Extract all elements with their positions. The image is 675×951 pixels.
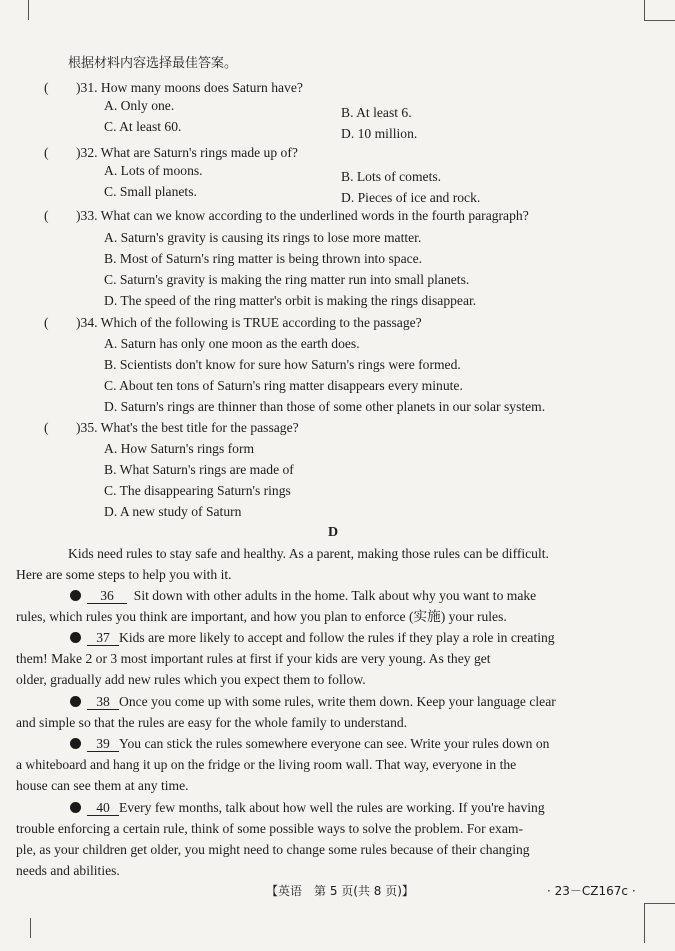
option: D. The speed of the ring matter's orbit is making the rings disappear.	[104, 293, 477, 308]
paragraph-line: a whiteboard and hang it up on the fridge or the living room wall. That way, everyone in the	[16, 757, 517, 772]
question-stem: )34. Which of the following is TRUE according to the passage?	[76, 315, 422, 330]
paragraph-first-line	[70, 693, 556, 710]
bullet-icon	[70, 590, 81, 601]
crop-mark	[644, 0, 645, 20]
crop-mark	[28, 0, 29, 20]
bullet-icon	[70, 738, 81, 749]
crop-mark	[644, 903, 645, 943]
answer-paren: (	[44, 420, 49, 435]
option: A. Saturn's gravity is causing its rings to lose more matter.	[104, 230, 422, 245]
paragraph-line: house can see them at any time.	[16, 778, 189, 793]
paragraph-first-line	[70, 735, 549, 752]
page-code: · 23－CZ167c ·	[547, 884, 636, 898]
question-stem: )33. What can we know according to the underlined words in the fourth paragraph?	[76, 208, 529, 223]
paragraph-text: You can stick the rules somewhere everyone can see. Write your rules down on	[119, 736, 550, 751]
paragraph-line: trouble enforcing a certain rule, think of some possible ways to solve the problem. For exam-	[16, 821, 523, 836]
paragraph-text: Every few months, talk about how well the rules are working. If you're having	[119, 800, 545, 815]
paragraph-line: needs and abilities.	[16, 863, 120, 878]
answer-paren: (	[44, 315, 49, 330]
paragraph-line: rules, which rules you think are important, and how you plan to enforce (实施) your rules.	[16, 609, 507, 624]
question-stem: )31. How many moons does Saturn have?	[76, 80, 303, 95]
paragraph-line: them! Make 2 or 3 most important rules at first if your kids are very young. As they get	[16, 651, 491, 666]
option: B. At least 6.	[341, 105, 412, 120]
paragraph-line: older, gradually add new rules which you expect them to follow.	[16, 672, 366, 687]
bullet-icon	[70, 696, 81, 707]
intro-line: Here are some steps to help you with it.	[16, 567, 232, 582]
option: D. Pieces of ice and rock.	[341, 190, 481, 205]
answer-blank[interactable]: 40	[87, 800, 119, 816]
answer-paren: (	[44, 145, 49, 160]
page-footer: 【英语 第 5 页(共 8 页)】	[266, 884, 414, 898]
answer-blank[interactable]: 36	[87, 588, 127, 604]
option: A. Saturn has only one moon as the earth does.	[104, 336, 360, 351]
answer-paren: (	[44, 80, 49, 95]
intro-line: Kids need rules to stay safe and healthy. As a parent, making those rules can be difficult.	[68, 546, 549, 561]
paragraph-first-line	[70, 799, 545, 816]
paragraph-text: Kids are more likely to accept and follow the rules if they play a role in creating	[119, 630, 555, 645]
instruction-text: 根据材料内容选择最佳答案。	[68, 56, 238, 71]
question-stem: )32. What are Saturn's rings made up of?	[76, 145, 298, 160]
option: D. A new study of Saturn	[104, 504, 242, 519]
option: C. At least 60.	[104, 119, 182, 134]
section-title: D	[328, 525, 339, 540]
option: C. About ten tons of Saturn's ring matter disappears every minute.	[104, 378, 463, 393]
paragraph-text: Once you come up with some rules, write them down. Keep your language clear	[119, 694, 556, 709]
question-stem: )35. What's the best title for the passage?	[76, 420, 299, 435]
paragraph-first-line	[70, 629, 555, 646]
answer-blank[interactable]: 37	[87, 630, 119, 646]
paragraph-first-line	[70, 587, 536, 604]
option: C. Saturn's gravity is making the ring matter run into small planets.	[104, 272, 470, 287]
option: D. Saturn's rings are thinner than those of some other planets in our solar system.	[104, 399, 546, 414]
option: D. 10 million.	[341, 126, 418, 141]
paragraph-line: ple, as your children get older, you might need to change some rules because of their changing	[16, 842, 530, 857]
bullet-icon	[70, 632, 81, 643]
option: B. Scientists don't know for sure how Saturn's rings were formed.	[104, 357, 461, 372]
answer-blank[interactable]: 39	[87, 736, 119, 752]
option: A. Only one.	[104, 98, 175, 113]
option: B. What Saturn's rings are made of	[104, 462, 294, 477]
option: B. Most of Saturn's ring matter is being thrown into space.	[104, 251, 423, 266]
paragraph-line: and simple so that the rules are easy for the whole family to understand.	[16, 715, 408, 730]
answer-blank[interactable]: 38	[87, 694, 119, 710]
crop-mark	[644, 903, 675, 904]
bullet-icon	[70, 802, 81, 813]
option: A. Lots of moons.	[104, 163, 203, 178]
crop-mark	[644, 20, 675, 21]
option: B. Lots of comets.	[341, 169, 442, 184]
answer-paren: (	[44, 208, 49, 223]
option: C. The disappearing Saturn's rings	[104, 483, 291, 498]
paragraph-text: Sit down with other adults in the home. Talk about why you want to make	[133, 588, 537, 603]
option: C. Small planets.	[104, 184, 197, 199]
option: A. How Saturn's rings form	[104, 441, 255, 456]
crop-mark	[30, 918, 31, 938]
